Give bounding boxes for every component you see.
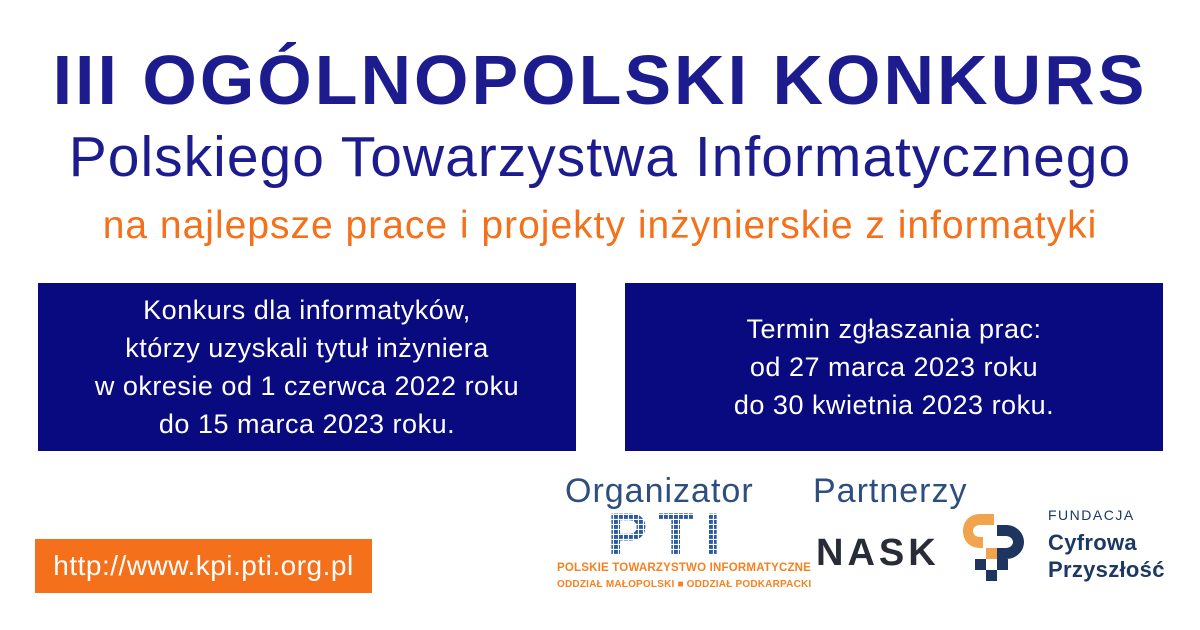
pti-branches: ODDZIAŁ MAŁOPOLSKI ■ ODDZIAŁ PODKARPACKI: [557, 579, 812, 590]
nask-logo: NASK: [816, 532, 940, 574]
pti-pixel-logo-icon: [589, 510, 749, 560]
website-url-text: http://www.kpi.pti.org.pl: [53, 550, 354, 581]
pti-logo: [557, 510, 812, 591]
tagline: na najlepsze prace i projekty inżynierskie z informatyki: [102, 204, 1098, 247]
deadline-line: od 27 marca 2023 roku: [749, 352, 1039, 382]
eligibility-line: w okresie od 1 czerwca 2022 roku: [94, 371, 520, 401]
partners-label: Partnerzy: [813, 472, 968, 510]
website-link[interactable]: [35, 539, 372, 593]
page-title: III OGÓLNOPOLSKI KONKURS: [52, 41, 1148, 119]
cp-monogram-icon: [962, 509, 1030, 585]
eligibility-line: Konkurs dla informatyków,: [143, 295, 471, 325]
deadline-box: [625, 283, 1163, 451]
eligibility-line: do 15 marca 2023 roku.: [158, 409, 456, 439]
pti-name: POLSKIE TOWARZYSTWO INFORMATYCZNE: [557, 562, 812, 574]
foundation-name-line2: Przyszłość: [1048, 557, 1165, 582]
deadline-line: Termin zgłaszania prac:: [746, 314, 1042, 344]
foundation-kicker: FUNDACJA: [1048, 507, 1135, 523]
foundation-name-line1: Cyfrowa: [1048, 530, 1137, 555]
page-subtitle: Polskiego Towarzystwa Informatycznego: [68, 125, 1132, 189]
pti-mark-text: PTI: [607, 510, 731, 560]
organizer-label: Organizator: [565, 472, 754, 510]
eligibility-line: którzy uzyskali tytuł inżyniera: [125, 333, 489, 363]
deadline-line: do 30 kwietnia 2023 roku.: [733, 390, 1055, 420]
eligibility-box: [38, 283, 576, 451]
foundation-logo: [1048, 507, 1198, 582]
